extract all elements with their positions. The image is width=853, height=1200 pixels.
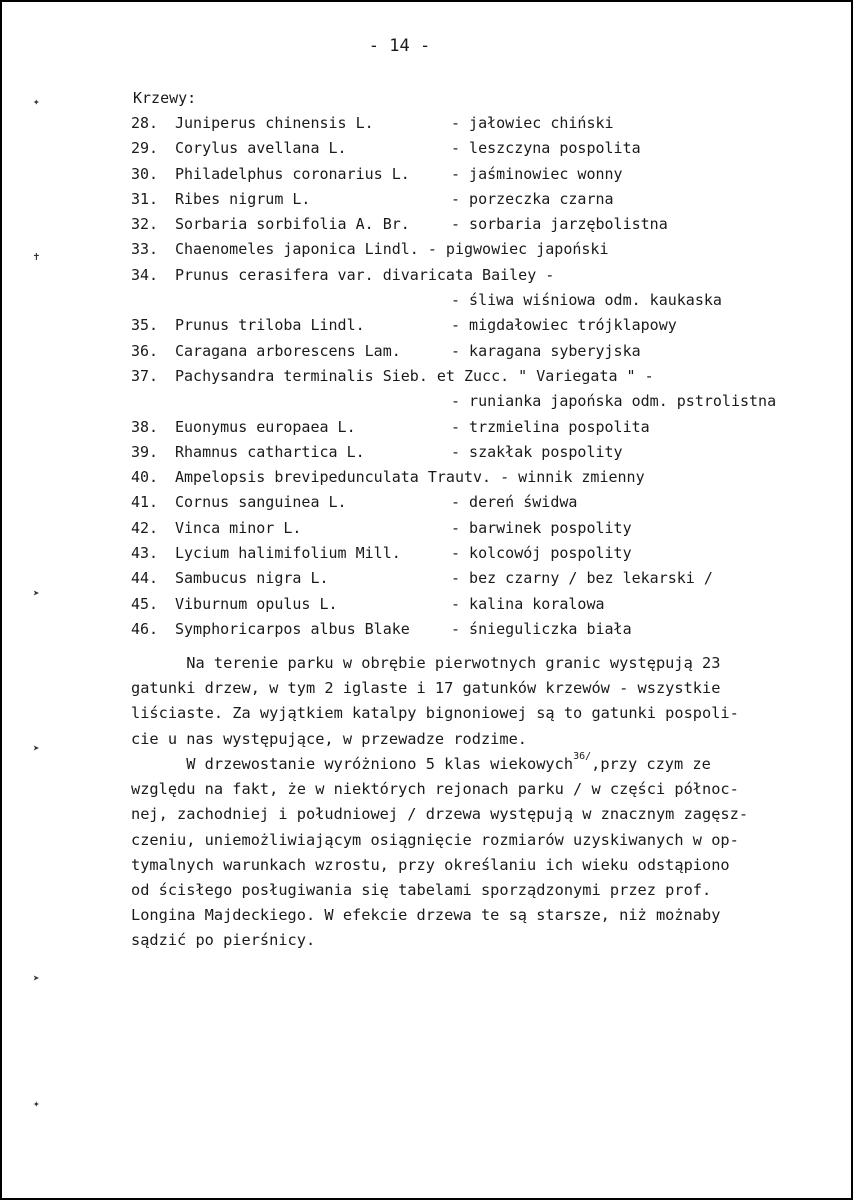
shrub-latin-name: Prunus cerasifera var. divaricata Bailey - [175, 265, 555, 284]
shrub-latin-name: Pachysandra terminalis Sieb. et Zucc. " Variegata " - [175, 366, 654, 385]
shrub-number: 44. [131, 569, 159, 588]
shrub-number: 38. [131, 417, 159, 436]
shrub-row [131, 516, 841, 541]
shrub-latin-name: Symphoricarpos albus Blake [175, 619, 410, 638]
shrub-number: 40. [131, 468, 159, 487]
shrub-latin-name: Corylus avellana L. [175, 139, 347, 158]
shrub-polish-name: - sorbaria jarzębolistna [451, 215, 668, 234]
shrub-row [131, 187, 841, 212]
section-heading: Krzewy: [133, 89, 197, 107]
paragraph-line: Na terenie parku w obrębie pierwotnych granic występują 23 [131, 654, 721, 672]
paragraph-line: od ścisłego posługiwania się tabelami sporządzonymi przez prof. [131, 880, 712, 899]
shrub-polish-name: - kolcowój pospolity [451, 544, 632, 563]
shrub-row [131, 440, 841, 465]
shrub-latin-name: Chaenomeles japonica Lindl. - pigwowiec japoński [175, 240, 609, 259]
binding-hole-mark: ➤ [33, 742, 40, 755]
shrub-row [131, 162, 841, 187]
shrub-row [131, 415, 841, 440]
shrub-latin-name: Juniperus chinensis L. [175, 114, 374, 132]
paragraph-line-start: W drzewostanie wyróżniono 5 klas wiekowych [131, 755, 574, 773]
paragraph-line: nej, zachodniej i południowej / drzewa występują w znacznym zagęsz- [131, 805, 749, 824]
shrub-row [131, 566, 841, 591]
shrub-polish-name: - szakłak pospolity [451, 442, 623, 461]
shrub-latin-name: Prunus triloba Lindl. [175, 316, 365, 335]
shrub-polish-name: - barwinek pospolity [451, 518, 632, 537]
footnote-reference: 36/ [573, 751, 592, 762]
shrub-number: 37. [131, 366, 159, 385]
paragraph-line: czeniu, uniemożliwiającym osiągnięcie rozmiarów uzyskiwanych w op- [131, 830, 739, 849]
paragraph-line: cie u nas występujące, w przewadze rodzime. [131, 729, 528, 748]
shrub-number: 41. [131, 493, 159, 512]
shrub-number: 32. [131, 215, 159, 234]
shrub-polish-name: - śnieguliczka biała [451, 619, 632, 638]
shrub-number: 42. [131, 518, 159, 537]
shrub-row [131, 490, 841, 515]
shrub-polish-name: - porzeczka czarna [451, 189, 614, 208]
shrub-polish-name: - karagana syberyjska [451, 341, 641, 360]
shrub-number: 35. [131, 316, 159, 335]
shrub-row [131, 111, 841, 136]
paragraph-line: Longina Majdeckiego. W efekcie drzewa te są starsze, niż możnaby [131, 906, 721, 925]
shrub-latin-name: Philadelphus coronarius L. [175, 164, 410, 183]
page-number: - 14 - [368, 36, 431, 56]
paragraph-line: liściaste. Za wyjątkiem katalpy bignoniowej są to gatunki pospoli- [131, 704, 739, 723]
shrub-latin-name: Sambucus nigra L. [175, 569, 329, 588]
shrub-row [131, 263, 841, 288]
shrub-latin-name: Ampelopsis brevipedunculata Trautv. - winnik zmienny [175, 468, 645, 487]
binding-hole-mark: ✦ [33, 1097, 40, 1110]
paragraph-line [131, 752, 821, 777]
shrub-number: 34. [131, 265, 159, 284]
shrub-number: 36. [131, 341, 159, 360]
shrub-polish-name: - śliwa wiśniowa odm. kaukaska [451, 291, 722, 310]
shrub-latin-name: Rhamnus cathartica L. [175, 442, 365, 461]
shrub-number: 30. [131, 164, 159, 183]
shrub-number: 29. [131, 139, 159, 158]
shrub-polish-name: - bez czarny / bez lekarski / [451, 569, 713, 588]
shrub-row [131, 313, 841, 338]
binding-hole-mark: ➤ [33, 587, 40, 600]
shrub-latin-name: Caragana arborescens Lam. [175, 341, 401, 360]
shrub-row [131, 617, 841, 642]
shrub-row [131, 136, 841, 161]
shrub-polish-name: - kalina koralowa [451, 594, 605, 613]
shrub-number: 31. [131, 189, 159, 208]
shrub-row [131, 592, 841, 617]
shrub-row [131, 389, 841, 414]
shrub-number: 43. [131, 544, 159, 563]
shrub-number: 39. [131, 442, 159, 461]
shrub-list [131, 111, 841, 642]
binding-hole-mark: ✝ [33, 250, 40, 263]
shrub-polish-name: - trzmielina pospolita [451, 417, 650, 436]
paragraph-line: gatunki drzew, w tym 2 iglaste i 17 gatunków krzewów - wszystkie [131, 679, 721, 698]
shrub-row [131, 288, 841, 313]
shrub-latin-name: Lycium halimifolium Mill. [175, 544, 401, 563]
shrub-number: 28. [131, 114, 159, 132]
shrub-polish-name: - migdałowiec trójklapowy [451, 316, 677, 335]
shrub-latin-name: Vinca minor L. [175, 518, 302, 537]
shrub-polish-name: - jaśminowiec wonny [451, 164, 623, 183]
shrub-row [131, 339, 841, 364]
binding-hole-mark: ➤ [33, 972, 40, 985]
shrub-polish-name: - leszczyna pospolita [451, 139, 641, 158]
shrub-latin-name: Cornus sanguinea L. [175, 493, 347, 512]
shrub-number: 33. [131, 240, 159, 259]
shrub-latin-name: Euonymus europaea L. [175, 417, 356, 436]
shrub-number: 46. [131, 619, 159, 638]
paragraph-line-end: ,przy czym ze [591, 755, 711, 773]
shrub-row [131, 212, 841, 237]
paragraph-line: tymalnych warunkach wzrostu, przy określaniu ich wieku odstąpiono [131, 855, 730, 874]
shrub-row [131, 541, 841, 566]
shrub-row [131, 364, 841, 389]
shrub-row [131, 237, 841, 262]
shrub-latin-name: Sorbaria sorbifolia A. Br. [175, 215, 410, 234]
paragraph-2 [131, 752, 821, 954]
shrub-row [131, 465, 841, 490]
shrub-number: 45. [131, 594, 159, 613]
paragraph-1 [131, 651, 821, 752]
paragraph-line: względu na fakt, że w niektórych rejonach parku / w części północ- [131, 780, 739, 799]
shrub-latin-name: Ribes nigrum L. [175, 189, 311, 208]
binding-hole-mark: ✦ [33, 95, 40, 108]
shrub-latin-name: Viburnum opulus L. [175, 594, 338, 613]
shrub-polish-name: - runianka japońska odm. pstrolistna [451, 392, 777, 411]
paragraph-line: sądzić po pierśnicy. [131, 931, 316, 950]
shrub-polish-name: - jałowiec chiński [451, 114, 614, 132]
shrub-polish-name: - dereń świdwa [451, 493, 578, 512]
